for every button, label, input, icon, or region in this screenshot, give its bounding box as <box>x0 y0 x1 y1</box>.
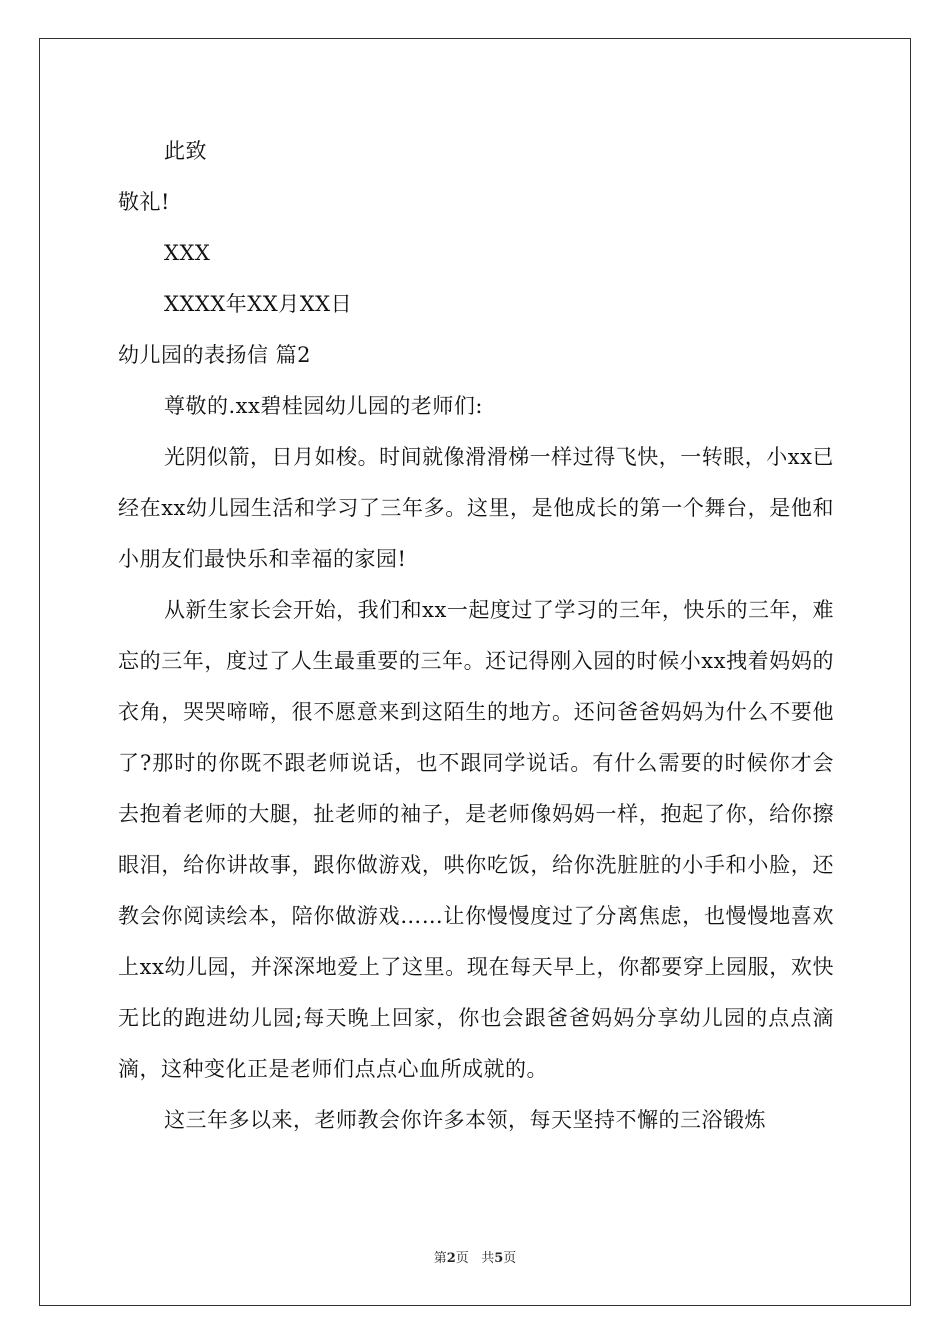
date-line: XXXX年XX月XX日 <box>164 292 353 316</box>
closing-line: 此致 <box>164 139 207 163</box>
footer-suffix: 页 <box>503 1251 517 1266</box>
footer-page-total: 5 <box>494 1251 504 1266</box>
paragraph-3: 这三年多以来，老师教会你许多本领，每天坚持不懈的三浴锻炼 <box>164 1108 766 1132</box>
document-body <box>118 126 834 1146</box>
salute-line: 敬礼! <box>118 190 170 214</box>
signature-line: XXX <box>164 241 211 265</box>
footer-prefix: 第 <box>433 1251 447 1266</box>
section-heading: 幼儿园的表扬信 篇2 <box>118 343 312 367</box>
footer-page-number: 2 <box>446 1251 456 1266</box>
paragraph-2: 从新生家长会开始，我们和xx一起度过了学习的三年，快乐的三年，难忘的三年，度过了人生最重要的三年。还记得刚入园的时候小xx拽着妈妈的衣角，哭哭啼啼，很不愿意来到这陌生的地方。还问爸爸妈妈为什么不要他了?那时的你既不跟老师说话，也不跟同学说话。有什么需要的时候你才会去抱着老师的大腿，扯老师的袖子，是老师像妈妈一样，抱起了你，给你擦眼泪，给你讲故事，跟你做游戏，哄你吃饭，给你洗脏脏的小手和小脸，还教会你阅读绘本，陪你做游戏……让你慢慢度过了分离焦虑，也慢慢地喜欢上xx幼儿园，并深深地爱上了这里。现在每天早上，你都要穿上园服，欢快无比的跑进幼儿园;每天晚上回家，你也会跟爸爸妈妈分享幼儿园的点点滴滴，这种变化正是老师们点点心血所成就的。 <box>118 598 834 1081</box>
greeting-line: 尊敬的.xx碧桂园幼儿园的老师们: <box>164 394 483 418</box>
paragraph-1: 光阴似箭，日月如梭。时间就像滑滑梯一样过得飞快，一转眼，小xx已经在xx幼儿园生活和学习了三年多。这里，是他成长的第一个舞台，是他和小朋友们最快乐和幸福的家园! <box>118 445 834 571</box>
footer-mid: 页 共 <box>455 1251 495 1266</box>
page-footer <box>0 1247 950 1266</box>
